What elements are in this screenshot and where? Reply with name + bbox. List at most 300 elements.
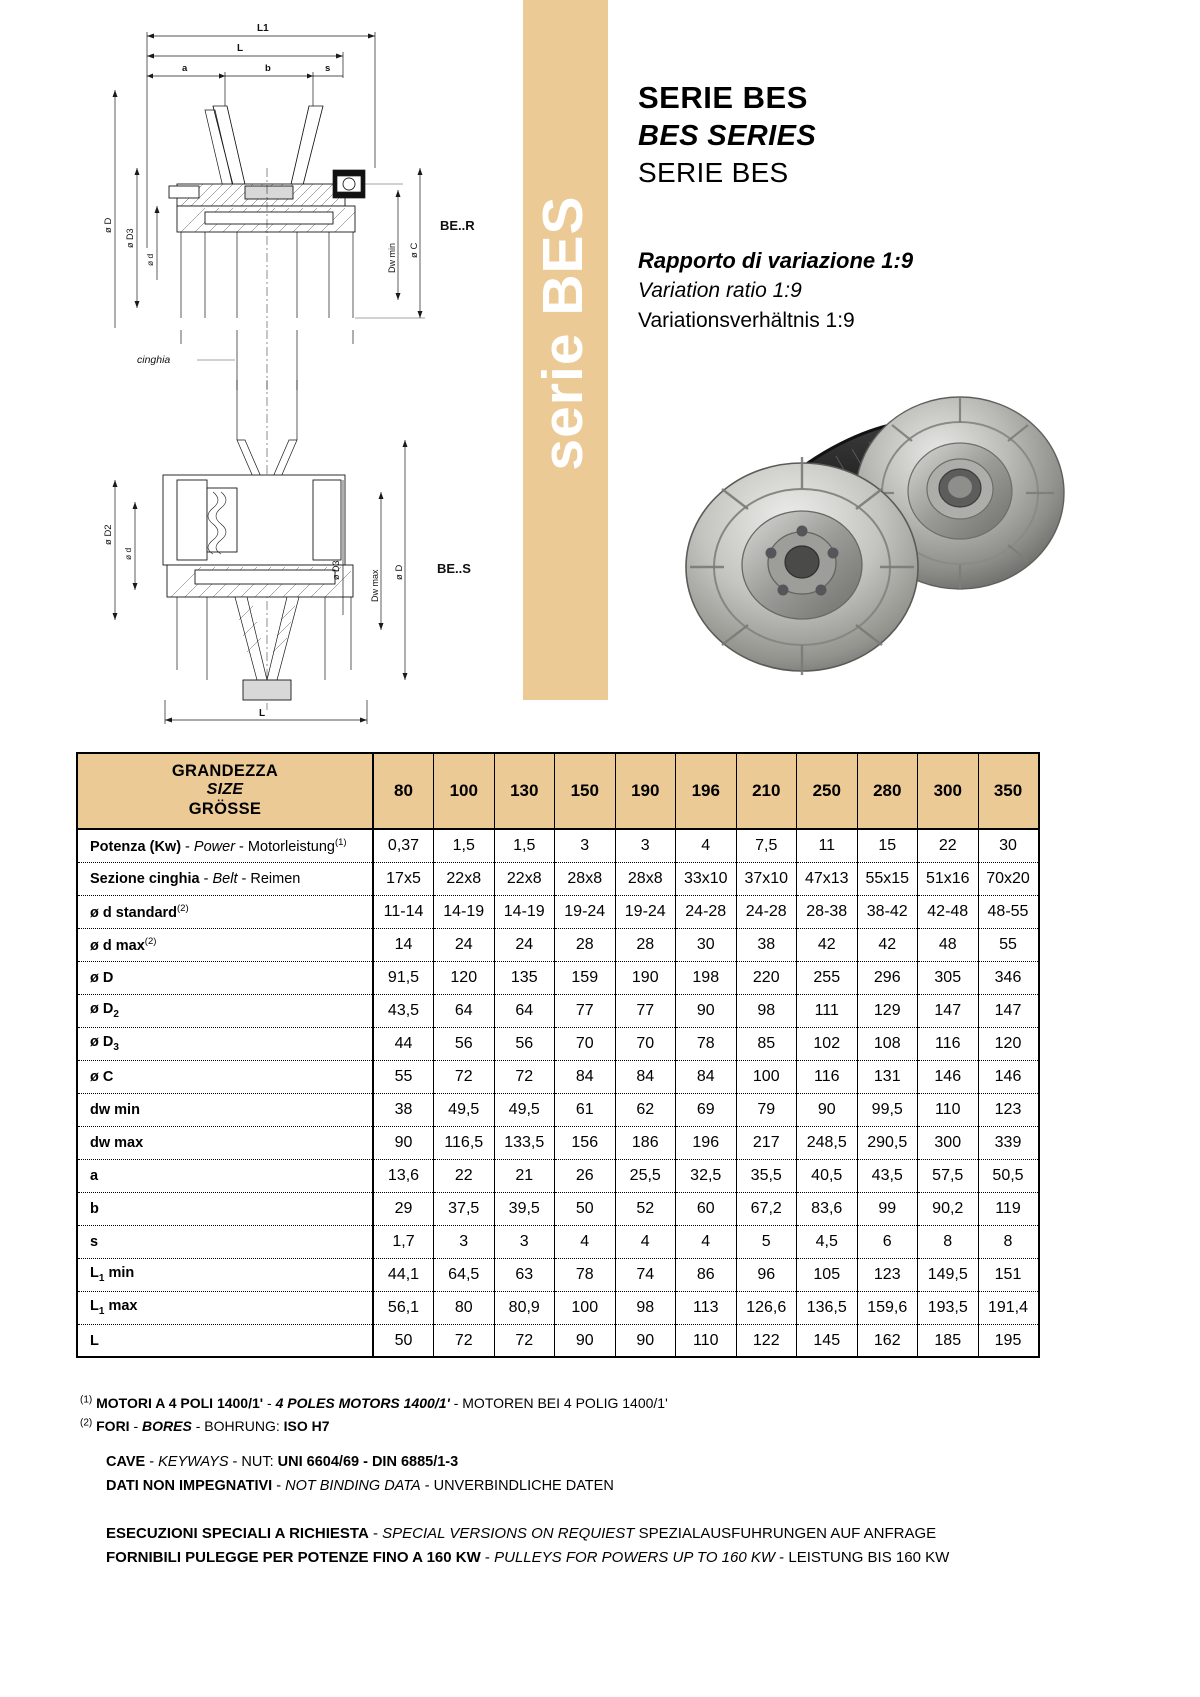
svg-text:L: L <box>237 43 244 54</box>
table-cell: 78 <box>555 1258 616 1291</box>
table-cell: 52 <box>615 1192 676 1225</box>
row-label-it: L <box>90 1332 99 1349</box>
table-cell: 4,5 <box>797 1225 858 1258</box>
table-cell: 22 <box>918 829 979 862</box>
table-row <box>77 1027 1039 1060</box>
svg-text:ø D: ø D <box>394 564 405 580</box>
table-cell: 42 <box>857 928 918 961</box>
table-cell: 98 <box>736 994 797 1027</box>
table-cell: 22x8 <box>434 862 495 895</box>
table-cell: 123 <box>978 1093 1039 1126</box>
table-cell: 28x8 <box>615 862 676 895</box>
table-cell: 30 <box>978 829 1039 862</box>
binding-de: UNVERBINDLICHE DATEN <box>433 1477 614 1494</box>
table-cell: 0,37 <box>373 829 434 862</box>
table-cell: 39,5 <box>494 1192 555 1225</box>
table-cell: 14-19 <box>494 895 555 928</box>
table-cell: 26 <box>555 1159 616 1192</box>
table-cell: 111 <box>797 994 858 1027</box>
table-cell: 55 <box>978 928 1039 961</box>
spec-table-body <box>77 829 1039 1357</box>
svg-text:ø d: ø d <box>123 547 133 560</box>
table-cell: 72 <box>494 1324 555 1357</box>
pulleys-it: FORNIBILI PULEGGE PER POTENZE FINO A 160 KW <box>106 1549 481 1566</box>
table-cell: 64 <box>494 994 555 1027</box>
table-cell: 90 <box>676 994 737 1027</box>
row-label-it: ø D <box>90 1034 114 1051</box>
table-cell: 72 <box>434 1324 495 1357</box>
table-row <box>77 895 1039 928</box>
svg-text:L1: L1 <box>257 23 269 34</box>
row-label <box>77 1324 373 1357</box>
ratio-it: Rapporto di variazione 1:9 <box>638 248 914 273</box>
table-cell: 28-38 <box>797 895 858 928</box>
table-cell: 4 <box>615 1225 676 1258</box>
table-cell: 116,5 <box>434 1126 495 1159</box>
row-label: Potenza (Kw) - Power - Motorleistung$^{(1)}$ <box>77 829 373 862</box>
row-label <box>77 1225 373 1258</box>
row-label <box>77 928 373 961</box>
table-cell: 123 <box>857 1258 918 1291</box>
table-cell: 63 <box>494 1258 555 1291</box>
table-cell: 56 <box>494 1027 555 1060</box>
row-label-en: Power <box>193 838 236 855</box>
row-label-en: Belt <box>212 870 238 887</box>
svg-text:b: b <box>265 63 271 74</box>
table-cell: 14 <box>373 928 434 961</box>
table-cell: 51x16 <box>918 862 979 895</box>
table-cell: 91,5 <box>373 961 434 994</box>
row-label-subscript: 1 <box>98 1273 105 1285</box>
svg-text:L: L <box>259 708 266 719</box>
table-cell: 29 <box>373 1192 434 1225</box>
table-cell: 44 <box>373 1027 434 1060</box>
header-label-it: GRANDEZZA <box>171 762 279 780</box>
table-row <box>77 994 1039 1027</box>
row-label-it: ø C <box>90 1068 114 1085</box>
svg-text:Dw max: Dw max <box>370 569 380 602</box>
header-size-196: 196 <box>676 753 737 829</box>
svg-text:ø D3: ø D3 <box>331 560 341 580</box>
table-cell: 43,5 <box>857 1159 918 1192</box>
table-cell: 64,5 <box>434 1258 495 1291</box>
row-label <box>77 895 373 928</box>
table-cell: 42-48 <box>918 895 979 928</box>
table-cell: 186 <box>615 1126 676 1159</box>
table-cell: 67,2 <box>736 1192 797 1225</box>
table-cell: 32,5 <box>676 1159 737 1192</box>
svg-text:ø D2: ø D2 <box>103 524 114 545</box>
table-cell: 185 <box>918 1324 979 1357</box>
row-label-suffix: max <box>104 1298 138 1315</box>
pulleys-de: LEISTUNG BIS 160 KW <box>788 1549 950 1566</box>
row-label-it: L <box>90 1298 99 1315</box>
table-cell: 290,5 <box>857 1126 918 1159</box>
keyways-de: NUT: <box>241 1454 274 1471</box>
table-header-row <box>77 753 1039 829</box>
table-cell: 8 <box>918 1225 979 1258</box>
table-cell: 98 <box>615 1291 676 1324</box>
table-cell: 77 <box>555 994 616 1027</box>
table-cell: 24 <box>494 928 555 961</box>
row-label-it: b <box>90 1200 99 1217</box>
keyways-it: CAVE <box>106 1454 146 1471</box>
svg-text:a: a <box>182 63 188 74</box>
footnote-1-de: MOTOREN BEI 4 POLIG 1400/1' <box>462 1395 668 1411</box>
table-cell: 3 <box>434 1225 495 1258</box>
table-cell: 7,5 <box>736 829 797 862</box>
table-cell: 108 <box>857 1027 918 1060</box>
table-cell: 217 <box>736 1126 797 1159</box>
row-label-it: ø D <box>90 969 114 986</box>
svg-text:cinghia: cinghia <box>137 354 171 366</box>
header-size-210: 210 <box>736 753 797 829</box>
table-cell: 28 <box>555 928 616 961</box>
table-cell: 70 <box>555 1027 616 1060</box>
table-cell: 135 <box>494 961 555 994</box>
table-cell: 136,5 <box>797 1291 858 1324</box>
table-cell: 8 <box>978 1225 1039 1258</box>
footnote-2-marker: (2) <box>80 1417 93 1429</box>
footnote-1-en: 4 POLES MOTORS 1400/1' <box>275 1395 450 1411</box>
spec-table-container <box>76 752 1038 1358</box>
table-cell: 146 <box>918 1060 979 1093</box>
special-de: SPEZIALAUSFUHRUNGEN AUF ANFRAGE <box>638 1525 937 1543</box>
table-cell: 72 <box>434 1060 495 1093</box>
svg-text:s: s <box>325 63 331 74</box>
pulleys-power-note: FORNIBILI PULEGGE PER POTENZE FINO A 160 KW - PULLEYS FOR POWERS UP TO 160 KW - LEISTUNG BIS 160 KW <box>106 1549 950 1566</box>
table-cell: 50 <box>555 1192 616 1225</box>
table-cell: 151 <box>978 1258 1039 1291</box>
row-label-subscript: 3 <box>113 1042 119 1054</box>
table-cell: 147 <box>978 994 1039 1027</box>
table-cell: 60 <box>676 1192 737 1225</box>
table-cell: 105 <box>797 1258 858 1291</box>
row-label-footnote-marker: (2) <box>177 902 189 914</box>
table-row <box>77 862 1039 895</box>
footnote-1-it: MOTORI A 4 POLI 1400/1' <box>96 1395 264 1411</box>
table-cell: 100 <box>555 1291 616 1324</box>
table-row <box>77 1159 1039 1192</box>
table-cell: 19-24 <box>615 895 676 928</box>
table-cell: 24-28 <box>676 895 737 928</box>
table-cell: 120 <box>978 1027 1039 1060</box>
binding-it: DATI NON IMPEGNATIVI <box>106 1477 273 1494</box>
pulleys-en: PULLEYS FOR POWERS UP TO 160 KW <box>494 1549 776 1566</box>
table-cell: 193,5 <box>918 1291 979 1324</box>
table-cell: 84 <box>555 1060 616 1093</box>
table-cell: 70 <box>615 1027 676 1060</box>
table-cell: 24-28 <box>736 895 797 928</box>
table-cell: 78 <box>676 1027 737 1060</box>
special-en: SPECIAL VERSIONS ON REQUIEST <box>382 1525 635 1543</box>
table-cell: 90 <box>555 1324 616 1357</box>
header-size-300: 300 <box>918 753 979 829</box>
table-cell: 162 <box>857 1324 918 1357</box>
svg-text:Dw min: Dw min <box>387 242 397 273</box>
row-label-suffix: min <box>104 1265 135 1282</box>
row-label <box>77 1126 373 1159</box>
row-label <box>77 1258 373 1291</box>
table-cell: 3 <box>615 829 676 862</box>
table-cell: 4 <box>676 829 737 862</box>
table-cell: 22x8 <box>494 862 555 895</box>
table-cell: 79 <box>736 1093 797 1126</box>
header-label-de: GRÖSSE <box>188 800 262 819</box>
table-cell: 116 <box>797 1060 858 1093</box>
table-cell: 305 <box>918 961 979 994</box>
header-size-80: 80 <box>373 753 434 829</box>
table-cell: 86 <box>676 1258 737 1291</box>
table-cell: 15 <box>857 829 918 862</box>
row-label-it: Sezione cinghia <box>90 870 200 887</box>
row-label: Sezione cinghia - Belt - Reimen <box>77 862 373 895</box>
table-cell: 1,5 <box>494 829 555 862</box>
table-cell: 21 <box>494 1159 555 1192</box>
table-cell: 49,5 <box>434 1093 495 1126</box>
table-cell: 100 <box>736 1060 797 1093</box>
table-cell: 6 <box>857 1225 918 1258</box>
table-cell: 22 <box>434 1159 495 1192</box>
table-cell: 3 <box>494 1225 555 1258</box>
table-cell: 110 <box>918 1093 979 1126</box>
table-cell: 40,5 <box>797 1159 858 1192</box>
table-row <box>77 1258 1039 1291</box>
row-label-it: L <box>90 1265 99 1282</box>
table-cell: 198 <box>676 961 737 994</box>
title-en: BES SERIES <box>638 119 817 152</box>
table-cell: 129 <box>857 994 918 1027</box>
row-label <box>77 1027 373 1060</box>
table-cell: 1,7 <box>373 1225 434 1258</box>
row-label-it: ø D <box>90 1001 114 1018</box>
table-cell: 99,5 <box>857 1093 918 1126</box>
table-cell: 4 <box>676 1225 737 1258</box>
table-cell: 37x10 <box>736 862 797 895</box>
footnote-2-de: BOHRUNG: <box>204 1417 280 1434</box>
table-cell: 146 <box>978 1060 1039 1093</box>
svg-text:ø D3: ø D3 <box>125 228 135 248</box>
table-cell: 50,5 <box>978 1159 1039 1192</box>
table-cell: 90 <box>615 1324 676 1357</box>
table-cell: 3 <box>555 829 616 862</box>
svg-text:BE..S: BE..S <box>437 561 471 576</box>
table-cell: 55x15 <box>857 862 918 895</box>
header-size-350: 350 <box>978 753 1039 829</box>
table-cell: 77 <box>615 994 676 1027</box>
footnote-1: $^{(1)}$ MOTORI A 4 POLI 1400/1' - 4 POLES MOTORS 1400/1' - MOTOREN BEI 4 POLIG 1400/1' <box>80 1394 668 1411</box>
side-band <box>523 0 608 700</box>
table-cell: 159,6 <box>857 1291 918 1324</box>
table-cell: 346 <box>978 961 1039 994</box>
table-row <box>77 1060 1039 1093</box>
table-row <box>77 928 1039 961</box>
table-cell: 80 <box>434 1291 495 1324</box>
row-label-it: dw max <box>90 1134 144 1151</box>
table-cell: 47x13 <box>797 862 858 895</box>
table-cell: 48 <box>918 928 979 961</box>
table-cell: 110 <box>676 1324 737 1357</box>
row-label <box>77 994 373 1027</box>
table-cell: 145 <box>797 1324 858 1357</box>
technical-drawing-bottom <box>85 380 485 735</box>
table-row <box>77 1324 1039 1357</box>
svg-text:ø D: ø D <box>103 217 114 233</box>
table-row <box>77 1192 1039 1225</box>
special-it: ESECUZIONI SPECIALI A RICHIESTA <box>106 1525 369 1543</box>
table-cell: 90 <box>373 1126 434 1159</box>
footnote-2-value: ISO H7 <box>283 1417 330 1434</box>
table-cell: 84 <box>615 1060 676 1093</box>
table-cell: 119 <box>978 1192 1039 1225</box>
table-cell: 38 <box>373 1093 434 1126</box>
table-cell: 44,1 <box>373 1258 434 1291</box>
table-cell: 33x10 <box>676 862 737 895</box>
table-cell: 122 <box>736 1324 797 1357</box>
table-cell: 220 <box>736 961 797 994</box>
title-block <box>638 78 816 192</box>
table-cell: 19-24 <box>555 895 616 928</box>
row-label <box>77 1060 373 1093</box>
table-cell: 17x5 <box>373 862 434 895</box>
row-label-it: dw min <box>90 1101 140 1118</box>
row-label-it: ø d max <box>90 937 145 954</box>
table-row <box>77 1225 1039 1258</box>
row-label <box>77 1291 373 1324</box>
title-it: SERIE BES <box>638 80 808 115</box>
svg-text:ø d: ø d <box>145 253 155 266</box>
table-cell: 255 <box>797 961 858 994</box>
table-cell: 131 <box>857 1060 918 1093</box>
row-label <box>77 1159 373 1192</box>
ratio-de: Variationsverhältnis 1:9 <box>638 309 855 333</box>
table-cell: 83,6 <box>797 1192 858 1225</box>
title-de: SERIE BES <box>638 157 789 189</box>
table-cell: 84 <box>676 1060 737 1093</box>
header-size-190: 190 <box>615 753 676 829</box>
standards-notes <box>106 1451 1130 1498</box>
table-cell: 38 <box>736 928 797 961</box>
table-cell: 69 <box>676 1093 737 1126</box>
table-cell: 25,5 <box>615 1159 676 1192</box>
table-cell: 196 <box>676 1126 737 1159</box>
table-cell: 120 <box>434 961 495 994</box>
header-size-label <box>77 753 373 829</box>
table-cell: 147 <box>918 994 979 1027</box>
table-cell: 159 <box>555 961 616 994</box>
table-cell: 296 <box>857 961 918 994</box>
binding-en: NOT BINDING DATA <box>285 1477 421 1494</box>
keyways-en: KEYWAYS <box>158 1454 229 1471</box>
table-cell: 13,6 <box>373 1159 434 1192</box>
ratio-en: Variation ratio 1:9 <box>638 279 802 303</box>
header-size-130: 130 <box>494 753 555 829</box>
table-cell: 48-55 <box>978 895 1039 928</box>
footnote-2: $^{(2)}$ FORI - BORES - BOHRUNG: ISO H7 <box>80 1417 330 1434</box>
table-cell: 28x8 <box>555 862 616 895</box>
footnote-2-en: BORES <box>142 1417 192 1434</box>
table-cell: 96 <box>736 1258 797 1291</box>
product-photo <box>630 345 1100 685</box>
special-notes <box>106 1522 1130 1569</box>
table-cell: 102 <box>797 1027 858 1060</box>
footnote-2-it: FORI <box>96 1417 130 1434</box>
row-label-footnote-marker: (2) <box>144 935 157 947</box>
header-label-en: SIZE <box>206 781 244 799</box>
table-cell: 126,6 <box>736 1291 797 1324</box>
table-cell: 339 <box>978 1126 1039 1159</box>
ratio-block <box>638 245 913 336</box>
row-label <box>77 961 373 994</box>
svg-text:ø C: ø C <box>409 242 420 258</box>
row-label-it: a <box>90 1167 99 1184</box>
row-label-subscript: 1 <box>98 1306 105 1318</box>
table-row <box>77 1126 1039 1159</box>
side-band-label: serie BES <box>531 195 595 471</box>
table-cell: 4 <box>555 1225 616 1258</box>
table-cell: 57,5 <box>918 1159 979 1192</box>
row-label-it: s <box>90 1233 99 1250</box>
table-cell: 64 <box>434 994 495 1027</box>
table-cell: 80,9 <box>494 1291 555 1324</box>
table-cell: 191,4 <box>978 1291 1039 1324</box>
header-size-100: 100 <box>434 753 495 829</box>
table-cell: 300 <box>918 1126 979 1159</box>
table-row <box>77 829 1039 862</box>
row-label-subscript: 2 <box>113 1009 119 1021</box>
table-cell: 50 <box>373 1324 434 1357</box>
table-cell: 133,5 <box>494 1126 555 1159</box>
table-cell: 149,5 <box>918 1258 979 1291</box>
table-cell: 56,1 <box>373 1291 434 1324</box>
table-cell: 1,5 <box>434 829 495 862</box>
footnote-1-marker: (1) <box>80 1394 93 1406</box>
row-label <box>77 1192 373 1225</box>
table-cell: 11 <box>797 829 858 862</box>
table-cell: 11-14 <box>373 895 434 928</box>
notes-block <box>80 1392 1130 1570</box>
table-cell: 28 <box>615 928 676 961</box>
table-row <box>77 1291 1039 1324</box>
row-label-de: Reimen <box>250 870 301 887</box>
table-cell: 90 <box>797 1093 858 1126</box>
top-section <box>0 0 1200 740</box>
row-label-de: Motorleistung <box>247 838 335 855</box>
table-cell: 190 <box>615 961 676 994</box>
svg-text:BE..R: BE..R <box>440 218 475 233</box>
table-cell: 74 <box>615 1258 676 1291</box>
table-cell: 99 <box>857 1192 918 1225</box>
table-cell: 56 <box>434 1027 495 1060</box>
table-cell: 61 <box>555 1093 616 1126</box>
table-cell: 116 <box>918 1027 979 1060</box>
table-cell: 30 <box>676 928 737 961</box>
table-cell: 70x20 <box>978 862 1039 895</box>
table-row <box>77 961 1039 994</box>
table-cell: 38-42 <box>857 895 918 928</box>
table-cell: 24 <box>434 928 495 961</box>
table-cell: 55 <box>373 1060 434 1093</box>
table-cell: 35,5 <box>736 1159 797 1192</box>
table-cell: 43,5 <box>373 994 434 1027</box>
table-cell: 195 <box>978 1324 1039 1357</box>
special-versions-note: ESECUZIONI SPECIALI A RICHIESTA - SPECIAL VERSIONS ON REQUIEST SPEZIALAUSFUHRUNGEN AUF ANFRAGE <box>106 1525 937 1543</box>
header-size-150: 150 <box>555 753 616 829</box>
row-label-it: ø d standard <box>90 904 178 921</box>
table-cell: 248,5 <box>797 1126 858 1159</box>
table-cell: 156 <box>555 1126 616 1159</box>
spec-table <box>76 752 1040 1358</box>
